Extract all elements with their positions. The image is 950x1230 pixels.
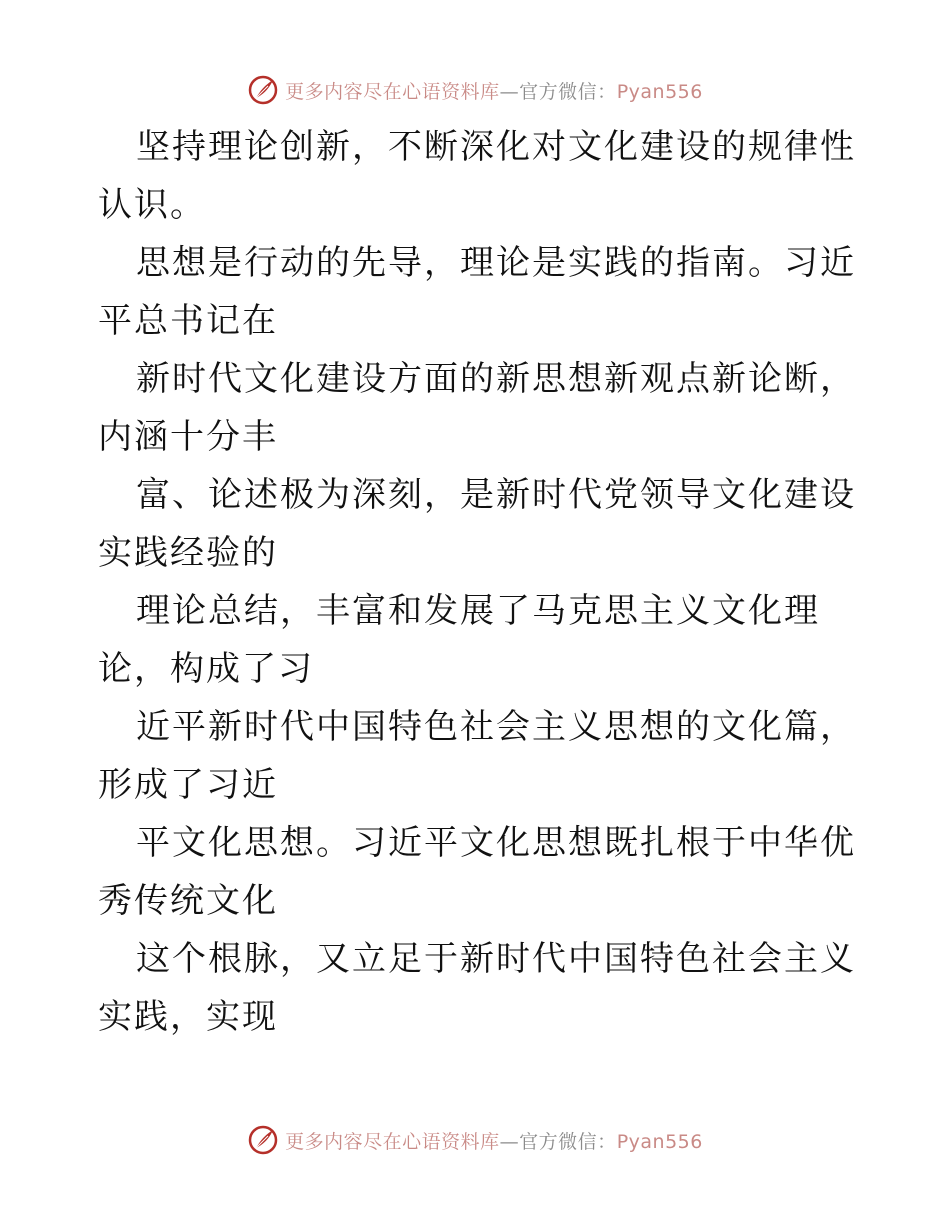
footer-separator: — [499,1130,520,1153]
header-brand: 更多内容尽在心语资料库 [285,80,500,103]
footer-watermark-text [285,1127,703,1154]
paragraph: 坚持理论创新，不断深化对文化建设的规律性认识。 [98,127,856,225]
paragraph: 这个根脉，又立足于新时代中国特色社会主义实践，实现 [98,939,856,1037]
paragraph: 富、论述极为深刻，是新时代党领导文化建设实践经验的 [98,475,856,573]
footer-brand: 更多内容尽在心语资料库 [285,1130,500,1153]
body-text [98,118,858,1046]
paragraph: 平文化思想。习近平文化思想既扎根于中华优秀传统文化 [98,823,856,921]
paragraph: 思想是行动的先导，理论是实践的指南。习近平总书记在 [98,243,856,341]
header-watermark-text [285,77,703,104]
footer-wechat-label: 官方微信： [519,1130,617,1153]
feather-pen-logo-icon [247,74,279,106]
header-separator: — [499,80,520,103]
paragraph: 近平新时代中国特色社会主义思想的文化篇，形成了习近 [98,707,856,805]
footer-watermark [0,1120,950,1160]
paragraph: 新时代文化建设方面的新思想新观点新论断，内涵十分丰 [98,359,856,457]
header-wechat-label: 官方微信： [519,80,617,103]
paragraph: 理论总结，丰富和发展了马克思主义文化理论，构成了习 [98,591,820,689]
header-wechat-id: Pyan556 [616,80,703,103]
footer-wechat-id: Pyan556 [616,1130,703,1153]
feather-pen-logo-icon [247,1124,279,1156]
header-watermark [0,70,950,110]
